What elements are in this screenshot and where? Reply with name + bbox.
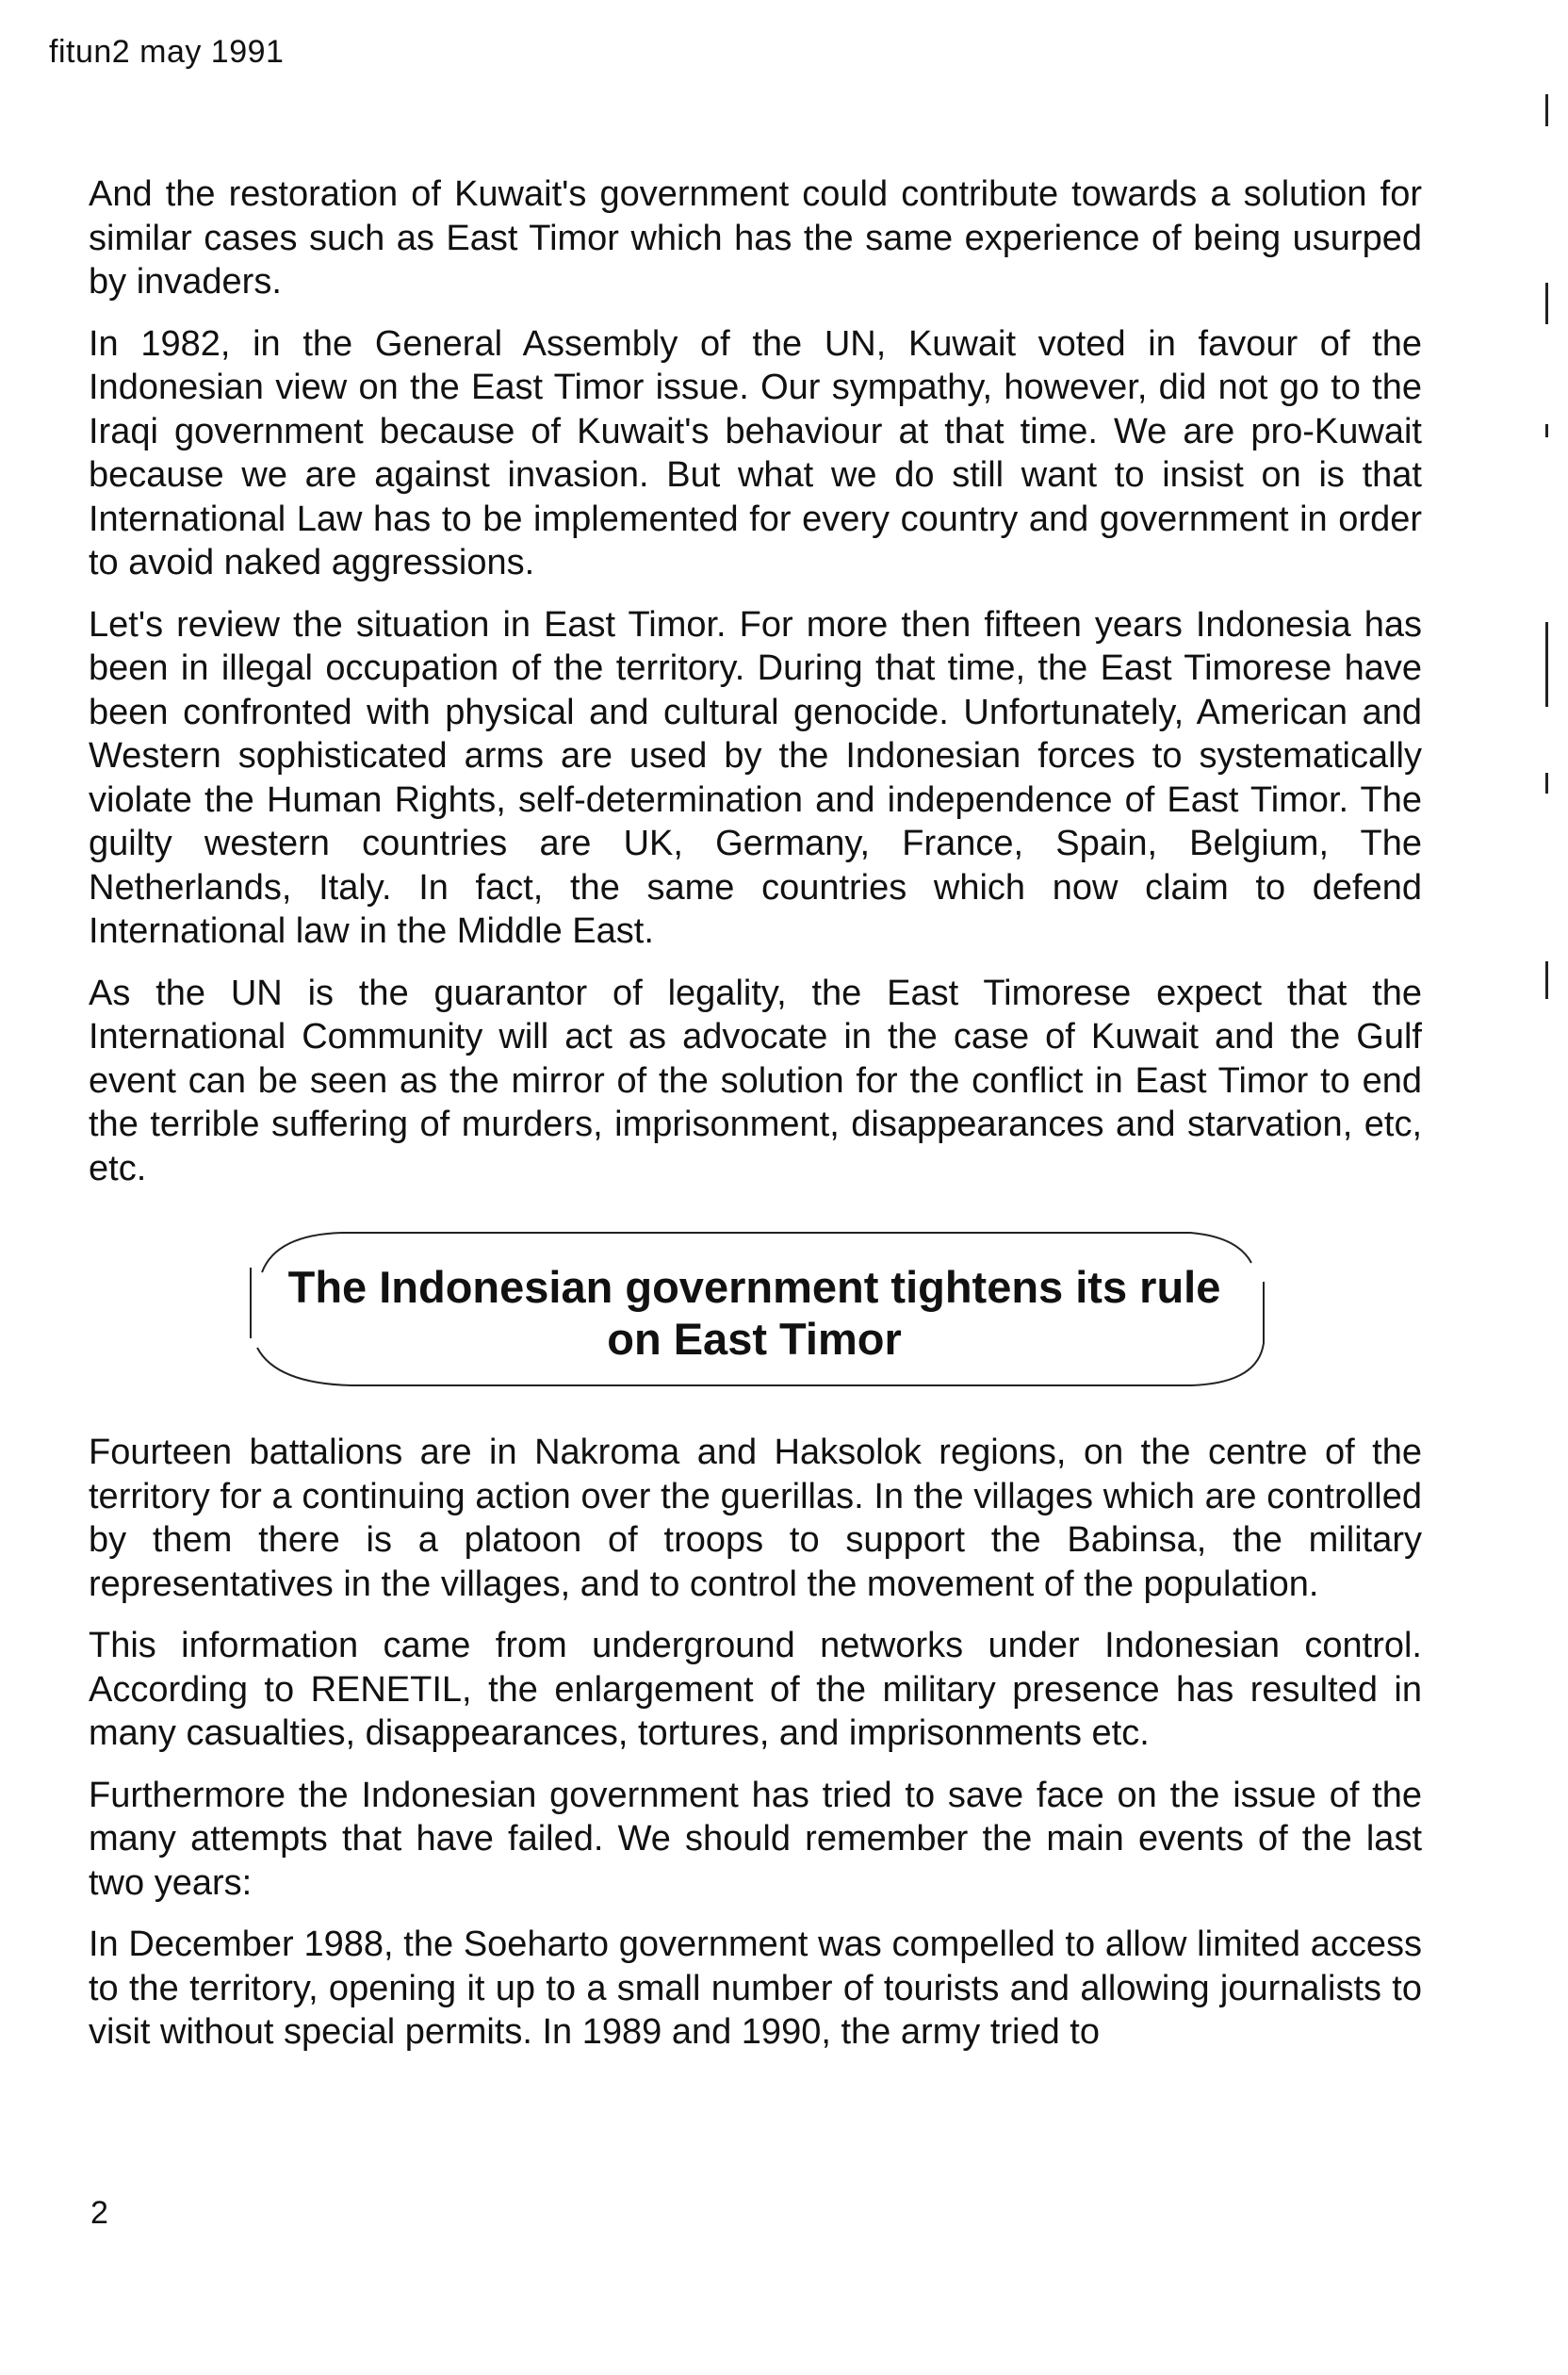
paragraph: As the UN is the guarantor of legality, the East Timorese expect that the International Community will act as advocate in the case of Kuwait and the Gulf event can be seen as the mirror of the solution for the conflict in East Timor to end the terrible suffering of murders, imprisonment, disappearances and starvation, etc, etc. [89,973,1422,1188]
headline-line-1: The Indonesian government tightens its rule [287,1262,1221,1312]
paragraph: In December 1988, the Soeharto government was compelled to allow limited access to the territory, opening it up to a small number of tourists and allowing journalists to visit without special permits. In 1989 and 1990, the army tried to [89,1925,1422,2052]
paragraph: Let's review the situation in East Timor. For more then fifteen years Indonesia has been in illegal occupation of the territory. During that time, the East Timorese have been confronted with physical and cultural genocide. Unfortunately, American and Western sophisticated arms are used by the Indonesian forces to systematically violate the Human Rights, self-determination and independence of East Timor. The guilty western countries are UK, Germany, France, Spain, Belgium, The Netherlands, Italy. In fact, the same countries which now claim to defend International law in the Middle East. [89,604,1422,951]
article-body-bottom [89,1431,1422,2055]
headline-line-2: on East Timor [607,1314,902,1364]
running-header: fitun2 may 1991 [49,34,285,70]
paragraph: This information came from underground networks under Indonesian control. According to RENETIL, the enlargement of the military presence has resulted in many casualties, disappearances, tortures, and imprisonments etc. [89,1626,1422,1753]
section-headline-box [238,1225,1270,1395]
paragraph: And the restoration of Kuwait's government could contribute towards a solution for similar cases such as East Timor which has the same experience of being usurped by invaders. [89,174,1422,302]
page-number: 2 [90,2195,108,2231]
paragraph: Fourteen battalions are in Nakroma and Haksolok regions, on the centre of the territory for a continuing action over the guerillas. In the villages which are controlled by them there is a platoon of troops to support the Babinsa, the military representatives in the villages, and to control the movement of the population. [89,1433,1422,1604]
paragraph: In 1982, in the General Assembly of the UN, Kuwait voted in favour of the Indonesian view on the East Timor issue. Our sympathy, however, did not go to the Iraqi government because of Kuwait's behaviour at that time. We are pro-Kuwait because we are against invasion. But what we do still want to insist on is that International Law has to be implemented for every country and government in order to avoid naked aggressions. [89,323,1422,582]
section-headline [238,1261,1270,1365]
article-body-top [89,172,1422,1190]
paragraph: Furthermore the Indonesian government has tried to save face on the issue of the many attempts that have failed. We should remember the main events of the last two years: [89,1775,1422,1903]
